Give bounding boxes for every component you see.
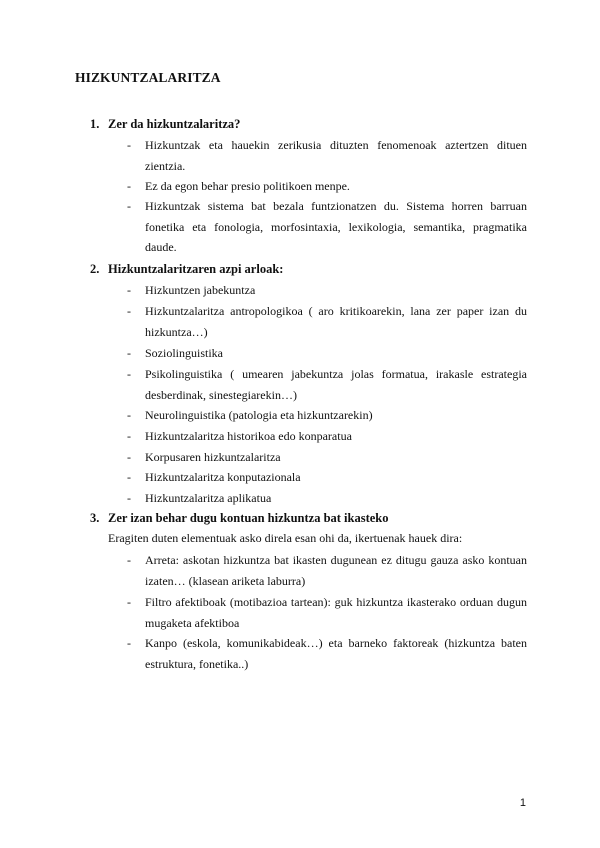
page-number: 1: [519, 797, 526, 809]
section-1-heading: [90, 117, 240, 132]
document-page: HIZKUNTZALARITZA 1. Zer da hizkuntzalaritza? - Hizkuntzak eta hauekin zerikusia dituzten fenomenoak aztertzen dituen zientzia. - Ez da egon behar presio politikoen menpe. - Hizkuntzak sistema bat bezala funtzionatzen du. Sistema horren barruan fonetika eta fonologia, morfosintaxia, lexikologia, semantika, pragmatika daude. 2. Hizkuntzalaritzaren azpi arloak: - Hizkuntzen jabekuntza - Hizkuntzalaritza antropologikoa ( aro kritikoarekin, lana zer paper izan du hizkuntza…) - Soziolinguistika - Psikolinguistika ( umearen jabekuntza jolas formatua, irakasle estrategia desberdinak, sinestegiarekin…) - Neurolinguistika (patologia eta hizkuntzarekin) - Hizkuntzalaritza historikoa edo konparatua - Korpusaren hizkuntzalaritza - Hizkuntzalaritza konputazionala - Hizkuntzalaritza aplikatua 3. Zer izan behar dugu kontuan hizkuntza bat ikasteko Eragiten duten elementuak asko direla esan ohi da, ikertuenak hauek dira: - Arreta: askotan hizkuntza bat ikasten dugunean ez ditugu gauza asko kontuan izaten… (klasean ariketa laburra) - Filtro afektiboak (motibazioa tartean): guk hizkuntza ikasterako orduan dugun mugaketa afektiboa - Kanpo (eskola, komunikabideak…) eta barneko faktoreak (hizkuntza baten estruktura, fonetika..) 1: [75, 70, 527, 809]
section-2-heading: [90, 262, 283, 277]
section-title: Zer izan behar dugu kontuan hizkuntza bat ikasteko: [108, 511, 389, 525]
section-title: Zer da hizkuntzalaritza?: [108, 117, 241, 131]
section-title: Hizkuntzalaritzaren azpi arloak:: [108, 262, 284, 276]
section-3-heading: [90, 511, 389, 526]
section-number: 2.: [90, 262, 100, 276]
section-number: 3.: [90, 511, 100, 525]
section-number: 1.: [90, 117, 100, 131]
section-3-intro: Eragiten duten elementuak asko direla esan ohi da, ikertuenak hauek dira:: [108, 531, 463, 545]
document-title: HIZKUNTZALARITZA: [75, 70, 221, 85]
